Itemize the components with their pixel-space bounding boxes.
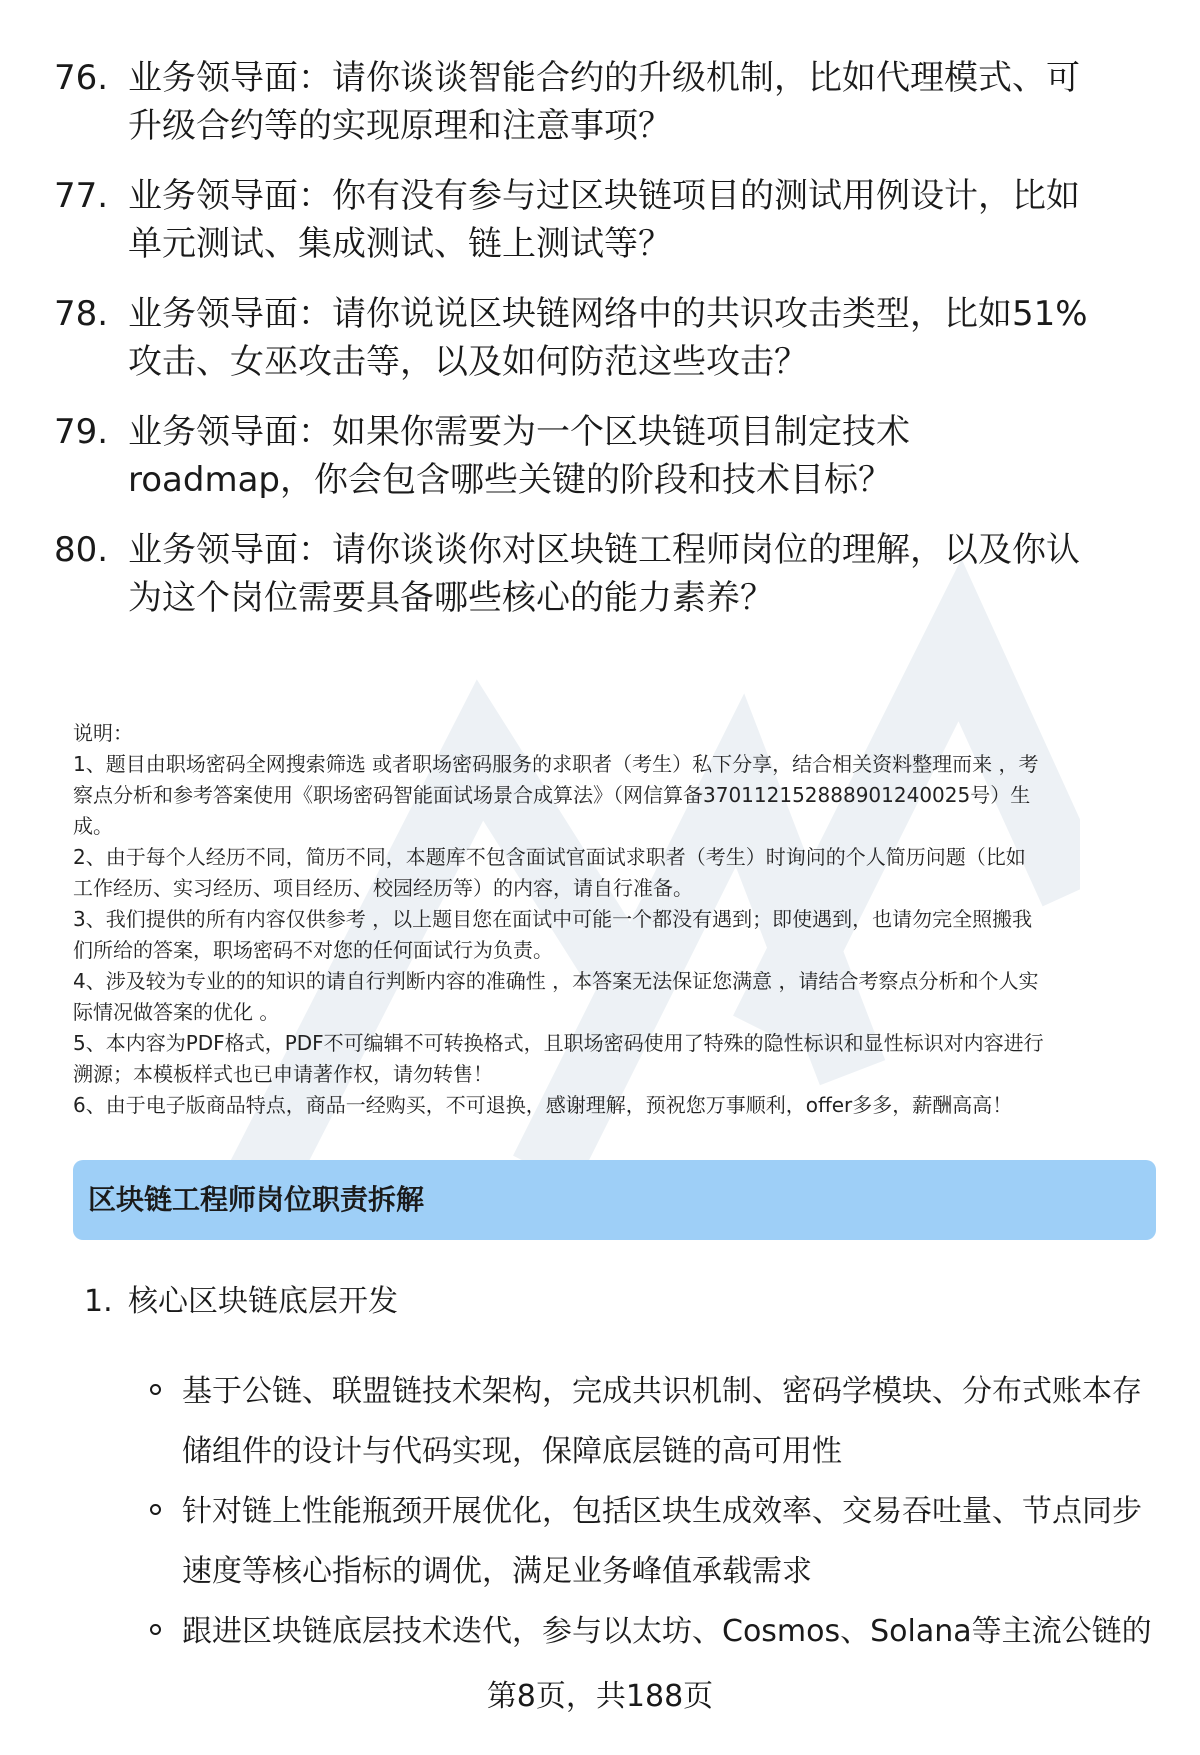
bullet-line: 储组件的设计与代码实现，保障底层链的高可用性 (182, 1434, 842, 1469)
notes-line: 5、本内容为PDF格式，PDF不可编辑不可转换格式，且职场密码使用了特殊的隐性标识和显性标识对内容进行 (73, 1031, 1044, 1055)
question-line: 业务领导面：你有没有参与过区块链项目的测试用例设计，比如 (128, 176, 1080, 216)
notes-line: 成。 (73, 814, 113, 838)
duty-number: 1. (84, 1284, 113, 1319)
notes-line: 3、我们提供的所有内容仅供参考 ，以上题目您在面试中可能一个都没有遇到；即使遇到，也请勿完全照搬我 (73, 907, 1033, 931)
bullet-circle-icon (150, 1624, 161, 1635)
bullet-line: 基于公链、联盟链技术架构，完成共识机制、密码学模块、分布式账本存 (182, 1374, 1142, 1409)
question-number: 80. (54, 530, 109, 570)
duty-title: 核心区块链底层开发 (128, 1284, 398, 1319)
question-number: 76. (54, 58, 109, 98)
notes-line: 际情况做答案的优化 。 (73, 1000, 280, 1024)
question-line: 业务领导面：请你说说区块链网络中的共识攻击类型，比如51% (128, 294, 1088, 334)
question-text (128, 290, 1148, 386)
question-line: 攻击、女巫攻击等，以及如何防范这些攻击？ (128, 342, 808, 382)
notes-line: 溯源；本模板样式也已申请著作权，请勿转售！ (73, 1062, 493, 1086)
question-line: 单元测试、集成测试、链上测试等？ (128, 224, 672, 264)
notes-line: 6、由于电子版商品特点，商品一经购买，不可退换，感谢理解，预祝您万事顺利，offer多多，薪酬高高！ (73, 1093, 1013, 1117)
question-line: 业务领导面：如果你需要为一个区块链项目制定技术 (128, 412, 910, 452)
bullet-line: 跟进区块链底层技术迭代，参与以太坊、Cosmos、Solana等主流公链的 (182, 1614, 1152, 1649)
bullet-circle-icon (150, 1504, 161, 1515)
notes-line: 工作经历、实习经历、项目经历、校园经历等）的内容，请自行准备。 (73, 876, 693, 900)
bullet-line: 针对链上性能瓶颈开展优化，包括区块生成效率、交易吞吐量、节点同步 (182, 1494, 1142, 1529)
question-number: 79. (54, 412, 109, 452)
page-number-footer: 第8页，共188页 (486, 1679, 714, 1714)
bullet-text (182, 1362, 1162, 1482)
duty-heading (84, 1281, 398, 1323)
question-line: roadmap，你会包含哪些关键的阶段和技术目标？ (128, 460, 892, 500)
notes-line: 察点分析和参考答案使用《职场密码智能面试场景合成算法》（网信算备370112152888901240025号）生 (73, 783, 1031, 807)
section-title: 区块链工程师岗位职责拆解 (88, 1183, 425, 1216)
bullet-line: 速度等核心指标的调优，满足业务峰值承载需求 (182, 1554, 812, 1589)
question-line: 升级合约等的实现原理和注意事项？ (128, 106, 672, 146)
question-line: 业务领导面：请你谈谈你对区块链工程师岗位的理解，以及你认 (128, 530, 1080, 570)
question-text (128, 526, 1148, 622)
bullet-text (182, 1482, 1162, 1602)
question-line: 为这个岗位需要具备哪些核心的能力素养？ (128, 578, 774, 618)
question-line: 业务领导面：请你谈谈智能合约的升级机制，比如代理模式、可 (128, 58, 1080, 98)
notes-title: 说明： (73, 721, 133, 745)
question-number: 78. (54, 294, 109, 334)
notes-line: 4、涉及较为专业的的知识的请自行判断内容的准确性 ，本答案无法保证您满意 ，请结合考察点分析和个人实 (73, 969, 1039, 993)
bullet-circle-icon (150, 1384, 161, 1395)
question-text (128, 54, 1148, 150)
disclaimer-notes (73, 718, 1163, 1121)
section-header-bar (73, 1160, 1156, 1240)
question-number: 77. (54, 176, 109, 216)
question-text (128, 172, 1148, 268)
notes-line: 们所给的答案，职场密码不对您的任何面试行为负责。 (73, 938, 553, 962)
question-text (128, 408, 1148, 504)
notes-line: 2、由于每个人经历不同，简历不同，本题库不包含面试官面试求职者（考生）时询问的个人简历问题（比如 (73, 845, 1026, 869)
bullet-text (182, 1602, 1162, 1662)
notes-line: 1、题目由职场密码全网搜索筛选 或者职场密码服务的求职者（考生）私下分享，结合相关资料整理而来 ，考 (73, 752, 1039, 776)
